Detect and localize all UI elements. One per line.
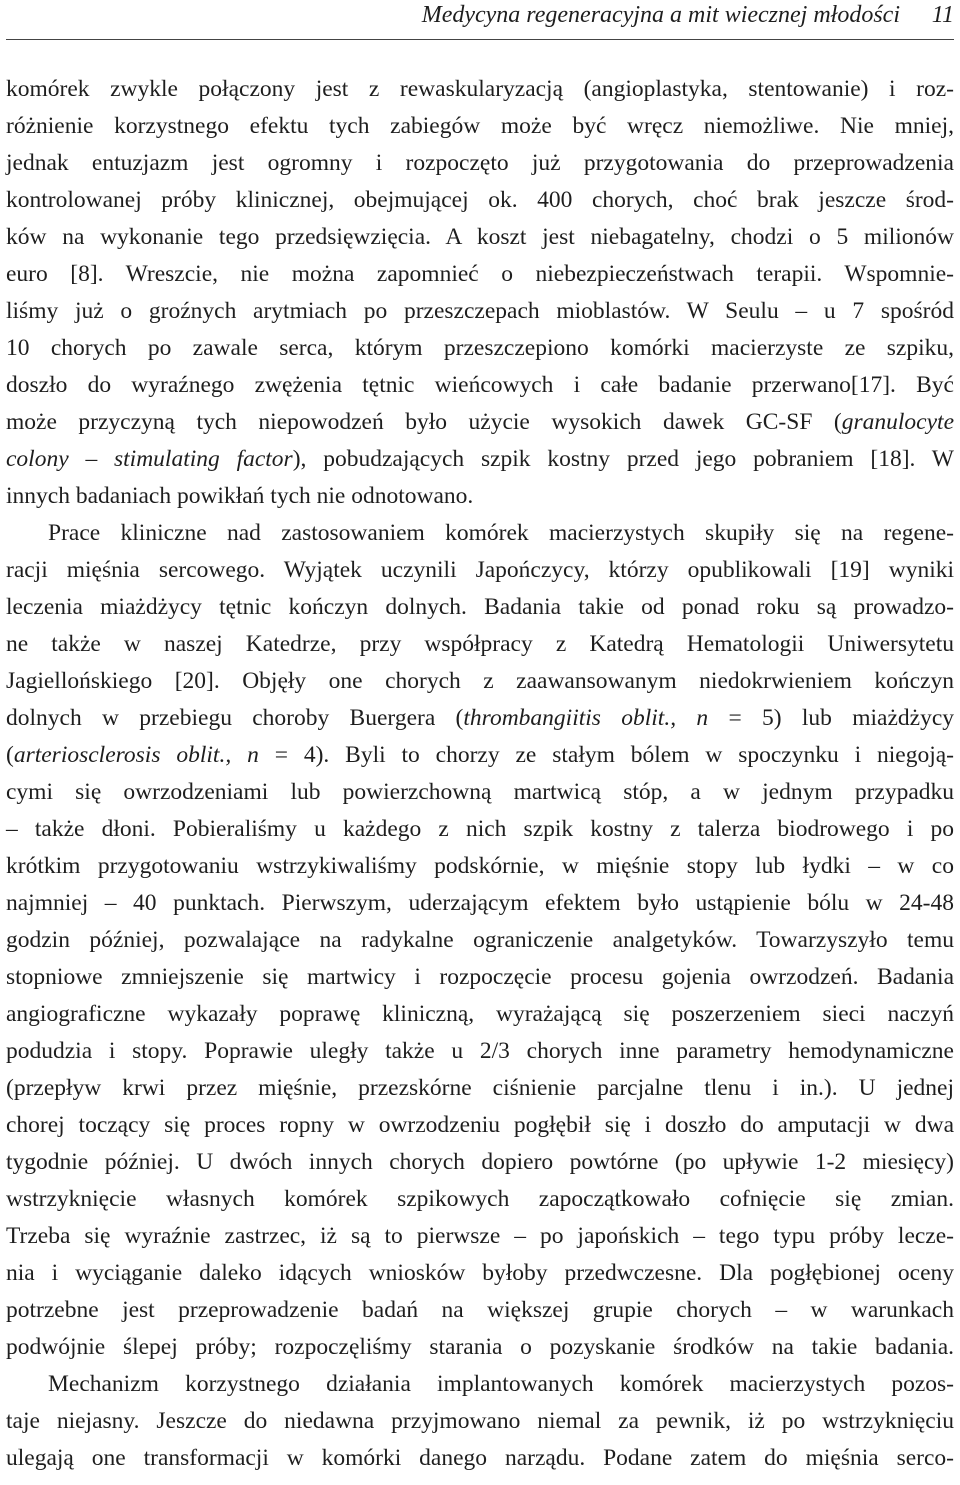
latin-term: granulocyte	[841, 409, 954, 435]
text-line: ulegają one transformacji w komórki danego narządu. Podane zatem do mięśnia serco-	[6, 1445, 954, 1471]
text-line: Prace kliniczne nad zastosowaniem komórek macierzystych skupiły się na regene-	[48, 520, 954, 546]
text-line: leczenia miażdżycy tętnic kończyn dolnych. Badania takie od ponad roku są prowadzo-	[6, 594, 954, 620]
header-rule	[6, 39, 954, 40]
running-head	[6, 0, 954, 30]
text-line: podudzia i stopy. Poprawie uległy także u 2/3 chorych inne parametry hemodynamiczne	[6, 1038, 954, 1064]
text-line: 10 chorych po zawale serca, którym przeszczepiono komórki macierzyste ze szpiku,	[6, 335, 954, 361]
text-line: wstrzyknięcie własnych komórek szpikowych zapoczątkowało cofnięcie się zmian.	[6, 1186, 954, 1212]
text-line: jednak entuzjazm jest ogromny i rozpoczęto już przygotowania do przeprowadzenia	[6, 150, 954, 176]
text-line: doszło do wyraźnego zwężenia tętnic wieńcowych i całe badanie przerwano[17]. Być	[6, 372, 954, 398]
text-line: godzin później, pozwalające na radykalne ograniczenie analgetyków. Towarzyszyło temu	[6, 927, 954, 953]
text-line: tygodnie później. U dwóch innych chorych dopiero powtórne (po upływie 1-2 miesięcy)	[6, 1149, 954, 1175]
text-line: ków na wykonanie tego przedsięwzięcia. A koszt jest niebagatelny, chodzi o 5 milionów	[6, 224, 954, 250]
text-line: cymi się owrzodzeniami lub powierzchowną martwicą stóp, a w jednym przypadku	[6, 779, 954, 805]
text-span: (	[6, 742, 14, 768]
text-line: taje niejasny. Jeszcze do niedawna przyjmowano niemal za pewnik, iż po wstrzyknięciu	[6, 1408, 954, 1434]
text-span: dolnych w przebiegu choroby Buergera (	[6, 705, 464, 731]
text-span: = 5) lub miażdżycy	[708, 705, 955, 731]
text-line: różnienie korzystnego efektu tych zabiegów może być wręcz niemożliwe. Nie mniej,	[6, 113, 954, 139]
text-span: może przyczyną tych niepowodzeń było użycie wysokich dawek GC-SF (	[6, 409, 842, 435]
running-head-title: Medycyna regeneracyjna a mit wiecznej młodości	[421, 2, 900, 28]
text-line: podwójnie ślepej próby; rozpoczęliśmy starania o pozyskanie środków na takie badania.	[6, 1334, 954, 1360]
text-line: racji mięśnia sercowego. Wyjątek uczynili Japończycy, którzy opublikowali [19] wyniki	[6, 557, 954, 583]
text-line: innych badaniach powikłań tych nie odnotowano.	[6, 483, 474, 509]
text-span: = 4). Byli to chorzy ze stałym bólem w spoczynku i niegoją-	[258, 742, 954, 768]
text-line: Mechanizm korzystnego działania implantowanych komórek macierzystych pozos-	[48, 1371, 954, 1397]
text-span: ), pobudzających szpik kostny przed jego pobraniem [18]. W	[292, 446, 954, 472]
latin-term: thrombangiitis oblit., n	[463, 705, 709, 731]
text-line	[6, 737, 954, 774]
text-line: (przepływ krwi przez mięśnie, przezskórne ciśnienie parcjalne tlenu i in.). U jednej	[6, 1075, 954, 1101]
text-line: kontrolowanej próby klinicznej, obejmującej ok. 400 chorych, choć brak jeszcze środ-	[6, 187, 954, 213]
text-line: chorej toczący się proces ropny w owrzodzeniu pogłębił się i doszło do amputacji w dwa	[6, 1112, 954, 1138]
text-line	[6, 441, 954, 478]
text-line: angiograficzne wykazały poprawę kliniczną, wyrażającą się poszerzeniem sieci naczyń	[6, 1001, 954, 1027]
latin-term: arteriosclerosis oblit., n	[13, 742, 259, 768]
text-line	[6, 700, 954, 737]
text-line: euro [8]. Wreszcie, nie można zapomnieć o niebezpieczeństwach terapii. Wspomnie-	[6, 261, 954, 287]
text-line: najmniej – 40 punktach. Pierwszym, uderzającym efektem było ustąpienie bólu w 24-48	[6, 890, 954, 916]
text-line: liśmy już o groźnych arytmiach po przeszczepach mioblastów. W Seulu – u 7 spośród	[6, 298, 954, 324]
page-number: 11	[931, 2, 954, 28]
text-line	[6, 404, 954, 441]
text-line: Jagiellońskiego [20]. Objęły one chorych z zaawansowanym niedokrwieniem kończyn	[6, 668, 954, 694]
text-line: – także dłoni. Pobieraliśmy u każdego z nich szpik kostny z talerza biodrowego i po	[6, 816, 954, 842]
latin-term: colony – stimulating factor	[6, 446, 293, 472]
text-line: Trzeba się wyraźnie zastrzec, iż są to pierwsze – po japońskich – tego typu próby lecze-	[6, 1223, 954, 1249]
text-line: ne także w naszej Katedrze, przy współpracy z Katedrą Hematologii Uniwersytetu	[6, 631, 954, 657]
text-line: nia i wyciąganie daleko idących wniosków byłoby przedwczesne. Dla pogłębionej oceny	[6, 1260, 954, 1286]
text-line: stopniowe zmniejszenie się martwicy i rozpoczęcie procesu gojenia owrzodzeń. Badania	[6, 964, 954, 990]
text-line: krótkim przygotowaniu wstrzykiwaliśmy podskórnie, w mięśnie stopy lub łydki – w co	[6, 853, 954, 879]
text-line: komórek zwykle połączony jest z rewaskularyzacją (angioplastyka, stentowanie) i roz-	[6, 76, 954, 102]
text-line: potrzebne jest przeprowadzenie badań na większej grupie chorych – w warunkach	[6, 1297, 954, 1323]
